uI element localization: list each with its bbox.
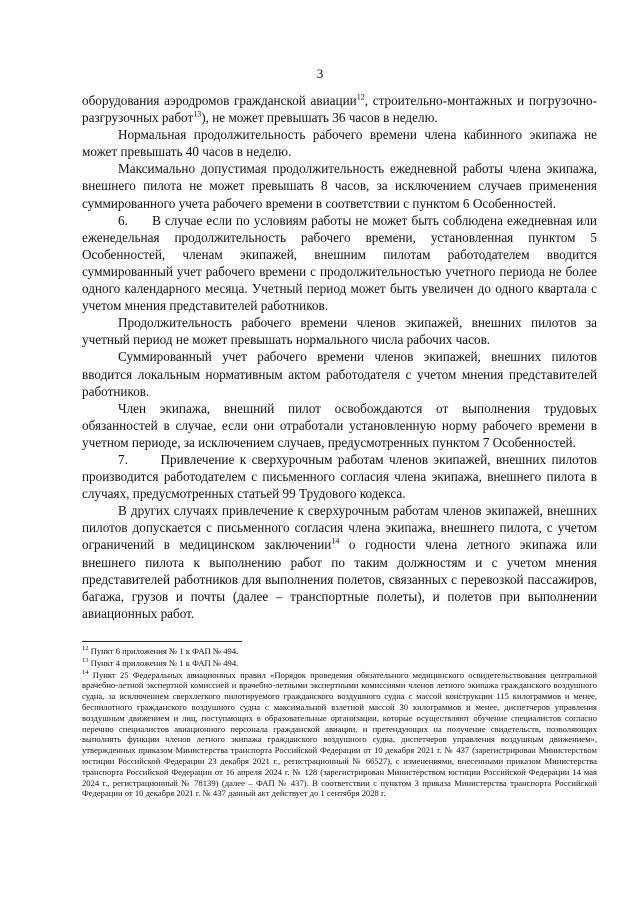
paragraph-item-7: 7. Привлечение к сверхурочным работам членов экипажей, внешних пилотов производится работодателем с письменного согласия члена экипажа, внешнего пилота в случаях, предусмотренных статьей 99 Трудового кодекса. <box>82 451 597 502</box>
footnote: $^{12}$ Пункт 6 приложения № 1 к ФАП № 494. <box>82 645 239 656</box>
footnote-separator <box>82 641 242 642</box>
paragraph-continuation: оборудования аэродромов гражданской авиации$^{12}$, строительно-монтажных и погрузочно-разгрузочных работ$^{13}$), не может превышать 36 часов в неделю. <box>82 92 597 126</box>
footnotes <box>82 646 597 800</box>
footnote-ref: 13 <box>193 109 202 119</box>
footnote-ref: 12 <box>356 92 365 102</box>
page-number: 3 <box>316 66 324 81</box>
paragraph: Суммированный учет рабочего времени членов экипажей, внешних пилотов вводится локальным нормативным актом работодателя с учетом мнения представителей работников. <box>82 349 597 399</box>
paragraph: Продолжительность рабочего времени членов экипажей, внешних пилотов за учетный период не может превышать нормального числа рабочих часов. <box>82 315 597 348</box>
footnote: $^{14}$ Пункт 25 Федеральных авиационных правил «Порядок проведения обязательного медицинского освидетельствования центральной врачебно-летной экспертной комиссией и врачебно-летными экспертными комиссиями членов летного экипажа гражданского воздушного судна, за исключением сверхлегкого пилотируемого гражданского воздушного судна с массой конструкции 115 килограммов и менее, беспилотного гражданского воздушного судна с максимальной взлетной массой 30 килограммов и менее, диспетчеров управления воздушным движением и лиц, поступающих в образовательные организации, которые осуществляют обучение специалистов согласно перечню специалистов авиационного персонала гражданской авиации, и претендующих на получение свидетельств, позволяющих выполнять функции членов летного экипажа гражданского воздушного судна, диспетчеров управления воздушным движением», утвержденных приказом Министерства транспорта Российской Федерации от 10 декабря 2021 г. № 437 (зарегистрирован Министерством юстиции Российской Федерации 23 декабря 2021 г., регистрационный № 66527), с изменениями, внесенными приказом Министерства транспорта Российской Федерации от 16 апреля 2024 г. № 128 (зарегистрирован Министерством юстиции Российской Федерации 14 мая 2024 г., регистрационный № 78139) (далее – ФАП № 437). В соответствии с пунктом 3 приказа Министерства транспорта Российской Федерации от 10 декабря 2021 г. № 437 данный акт действует до 1 сентября 2028 г. <box>82 668 597 799</box>
paragraph: Член экипажа, внешний пилот освобождаются от выполнения трудовых обязанностей в случае, если они отработали установленную норму рабочего времени в учетном периоде, за исключением случаев, предусмотренных пунктом 7 Особенностей. <box>82 400 597 450</box>
paragraph: В других случаях привлечение к сверхурочным работам членов экипажей, внешних пилотов допускается с письменного согласия члена экипажа, внешнего пилота, с учетом ограничений в медицинском заключении$^{14}$ о годности члена летного экипажа или внешнего пилота к выполнению работ по таким должностям и с учетом мнения представителей работников для выполнения полетов, связанных с перевозкой пассажиров, багажа, грузов и почты (далее – транспортные полеты), и полетов при выполнении авиационных работ. <box>82 503 598 621</box>
paragraph: Нормальная продолжительность рабочего времени члена кабинного экипажа не может превышать 40 часов в неделю. <box>82 127 597 160</box>
footnote-ref: 14 <box>331 537 340 547</box>
paragraph-item-6: 6. В случае если по условиям работы не может быть соблюдена ежедневная или еженедельная продолжительность рабочего времени, установленная пунктом 5 Особенностей, членам экипажей, внешним пилотам работодателем вводится суммированный учет рабочего времени с продолжительностью учетного периода не более одного календарного месяца. Учетный период может быть увеличен до одного квартала с учетом мнения представителей работников. <box>82 212 597 314</box>
main-text <box>82 92 597 622</box>
footnote: $^{13}$ Пункт 4 приложения № 1 к ФАП № 494. <box>82 656 239 668</box>
paragraph: Максимально допустимая продолжительность ежедневной работы члена экипажа, внешнего пилота не может превышать 8 часов, за исключением случаев применения суммированного учета рабочего времени в соответствии с пунктом 6 Особенностей. <box>82 161 597 211</box>
